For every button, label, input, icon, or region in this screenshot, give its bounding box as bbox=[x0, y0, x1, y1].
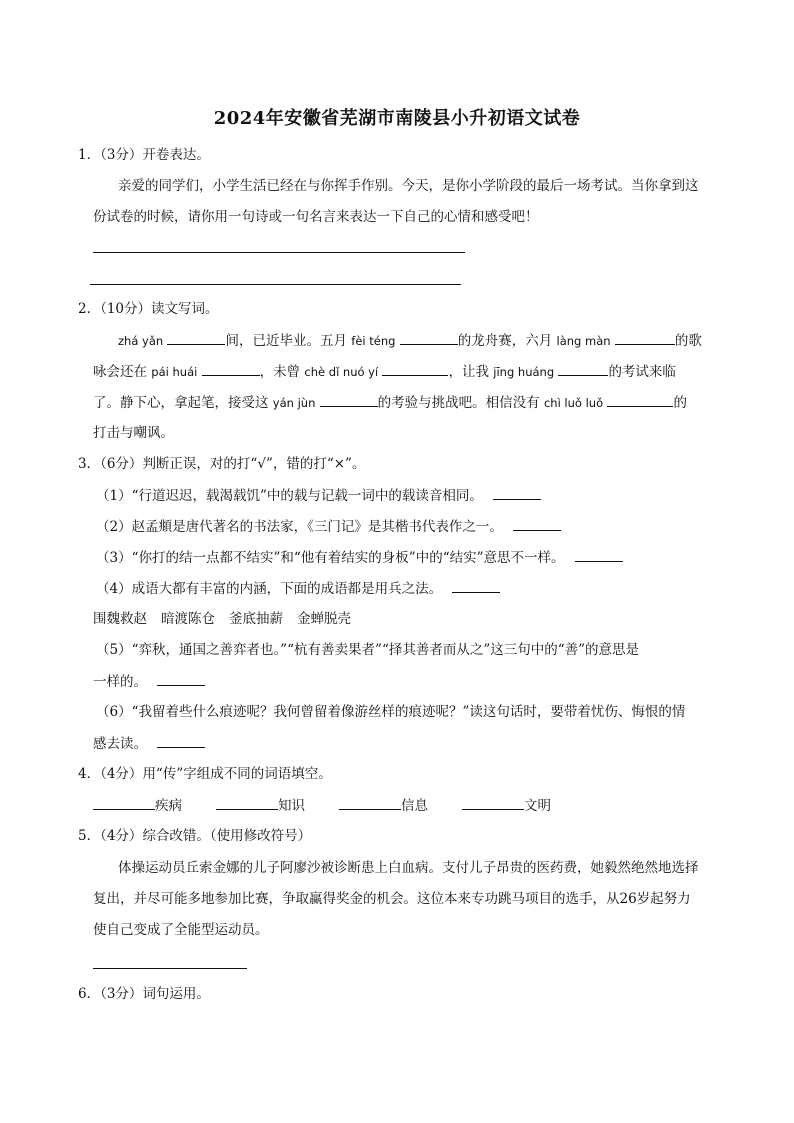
blank[interactable] bbox=[558, 361, 608, 376]
idiom: 金蝉脱壳 bbox=[297, 611, 351, 627]
question-4-header bbox=[78, 764, 332, 784]
item-text: （3）“你打的结一点都不结实”和“他有着结实的身板”中的“结实”意思不一样。 bbox=[96, 550, 565, 566]
text: 的龙舟赛，六月 bbox=[457, 333, 553, 349]
question-5-text-cont: 复出，并尽可能多地参加比赛，争取赢得奖金的机会。这位本来专功跳马项目的选手，从26岁起努力 bbox=[93, 891, 691, 907]
item-text: 感去读。 bbox=[93, 736, 147, 752]
question-1-header bbox=[78, 145, 210, 165]
question-2-line-2 bbox=[93, 361, 676, 382]
blank[interactable] bbox=[382, 361, 448, 376]
text: 了。静下心，拿起笔，接受这 bbox=[93, 395, 269, 411]
question-score: （4分） bbox=[100, 766, 143, 782]
question-3-item-6: （6）“我留着些什么痕迹呢？我何曾留着像游丝样的痕迹呢？”读这句话时，要带着忧伤、悔恨的情 bbox=[96, 704, 686, 720]
pinyin: chì luǒ luǒ bbox=[543, 396, 604, 410]
blank[interactable] bbox=[216, 795, 278, 810]
text: ，让我 bbox=[448, 364, 489, 380]
question-3-item-3 bbox=[96, 547, 623, 568]
question-4-blanks bbox=[93, 795, 551, 816]
blank[interactable] bbox=[339, 795, 401, 810]
text: 间，已近毕业。五月 bbox=[225, 333, 347, 349]
blank[interactable] bbox=[157, 733, 205, 748]
question-2-line-1 bbox=[118, 330, 702, 351]
blank[interactable] bbox=[575, 547, 623, 562]
pinyin: pái huái bbox=[151, 365, 198, 379]
question-score: （3分） bbox=[100, 986, 143, 1002]
item-text: （2）赵孟頫是唐代著名的书法家，《三门记》是其楷书代表作之一。 bbox=[96, 519, 503, 535]
pinyin: làng màn bbox=[556, 334, 611, 348]
question-score: （4分） bbox=[100, 828, 143, 844]
question-5-text-end: 使自己变成了全能型运动员。 bbox=[93, 922, 269, 938]
question-score: （6分） bbox=[100, 456, 143, 472]
question-prompt: 用“传”字组成不同的词语填空。 bbox=[142, 766, 332, 782]
question-3-item-4 bbox=[96, 578, 500, 599]
answer-line[interactable] bbox=[93, 252, 465, 253]
question-number: 3． bbox=[78, 456, 101, 472]
blank[interactable] bbox=[202, 361, 260, 376]
blank[interactable] bbox=[607, 392, 673, 407]
question-score: （3分） bbox=[100, 147, 143, 163]
text: 的 bbox=[673, 395, 687, 411]
idiom-list bbox=[93, 609, 365, 629]
text: 的歌 bbox=[674, 333, 702, 349]
item-text: （1）“行道迟迟，载渴载饥”中的载与记载一词中的载读音相同。 bbox=[96, 488, 483, 504]
question-prompt: 读文写词。 bbox=[151, 301, 219, 317]
question-3-item-1 bbox=[96, 485, 541, 506]
question-1-text-cont: 份试卷的时候，请你用一句诗或一句名言来表达一下自己的心情和感受吧！ bbox=[93, 209, 539, 225]
blank[interactable] bbox=[320, 392, 378, 407]
word: 文明 bbox=[524, 798, 551, 814]
question-3-item-6-cont bbox=[93, 733, 205, 754]
question-number: 1． bbox=[78, 147, 101, 163]
question-3-item-2 bbox=[96, 516, 561, 537]
blank[interactable] bbox=[462, 795, 524, 810]
answer-line[interactable] bbox=[93, 968, 247, 969]
blank[interactable] bbox=[513, 516, 561, 531]
text: 的考试来临 bbox=[608, 364, 676, 380]
question-3-header bbox=[78, 454, 365, 474]
question-6-header bbox=[78, 984, 210, 1004]
question-5-text: 体操运动员丘索金娜的儿子阿廖沙被诊断患上白血病。支付儿子昂贵的医药费，她毅然绝然地选择 bbox=[118, 860, 699, 876]
blank[interactable] bbox=[93, 795, 155, 810]
idiom: 围魏救赵 bbox=[93, 611, 147, 627]
item-text: 一样的。 bbox=[93, 674, 147, 690]
idiom: 暗渡陈仓 bbox=[161, 611, 215, 627]
word: 信息 bbox=[401, 798, 428, 814]
text: 咏会还在 bbox=[93, 364, 147, 380]
question-2-line-3 bbox=[93, 392, 687, 413]
pinyin: jīng huáng bbox=[493, 365, 555, 379]
idiom: 釜底抽薪 bbox=[229, 611, 283, 627]
question-1-text: 亲爱的同学们，小学生活已经在与你挥手作别。今天，是你小学阶段的最后一场考试。当你拿到这 bbox=[118, 178, 699, 194]
pinyin: fèi téng bbox=[351, 334, 396, 348]
question-number: 2． bbox=[78, 301, 101, 317]
word: 疾病 bbox=[155, 798, 182, 814]
item-text: （4）成语大都有丰富的内涵，下面的成语都是用兵之法。 bbox=[96, 581, 443, 597]
blank[interactable] bbox=[452, 578, 500, 593]
question-prompt: 开卷表达。 bbox=[142, 147, 210, 163]
question-score: （10分） bbox=[100, 301, 152, 317]
blank[interactable] bbox=[400, 330, 458, 345]
word: 知识 bbox=[278, 798, 305, 814]
question-3-item-5-cont bbox=[93, 671, 205, 692]
question-prompt: 词句运用。 bbox=[142, 986, 210, 1002]
text: ，未曾 bbox=[259, 364, 301, 380]
question-2-header bbox=[78, 299, 219, 319]
pinyin: yán jùn bbox=[272, 396, 316, 410]
blank[interactable] bbox=[167, 330, 225, 345]
text: 的考验与挑战吧。相信没有 bbox=[377, 395, 540, 411]
question-5-header bbox=[78, 826, 311, 846]
pinyin: chè dǐ nuó yí bbox=[304, 365, 379, 379]
question-number: 6． bbox=[78, 986, 101, 1002]
pinyin: zhá yǎn bbox=[118, 334, 164, 348]
blank[interactable] bbox=[157, 671, 205, 686]
answer-line[interactable] bbox=[90, 284, 461, 285]
question-number: 4． bbox=[78, 766, 101, 782]
question-2-line-4: 打击与嘲讽。 bbox=[93, 425, 174, 441]
page-title: 2024年安徽省芜湖市南陵县小升初语文试卷 bbox=[213, 108, 581, 129]
blank[interactable] bbox=[615, 330, 675, 345]
question-3-item-5: （5）“弈秋，通国之善弈者也。”“杭有善卖果者”“择其善者而从之”这三句中的“善”的意思是 bbox=[96, 642, 640, 658]
question-number: 5． bbox=[78, 828, 101, 844]
question-prompt: 判断正误，对的打“√”，错的打“×”。 bbox=[142, 456, 366, 472]
question-prompt: 综合改错。（使用修改符号） bbox=[142, 828, 312, 844]
blank[interactable] bbox=[493, 485, 541, 500]
